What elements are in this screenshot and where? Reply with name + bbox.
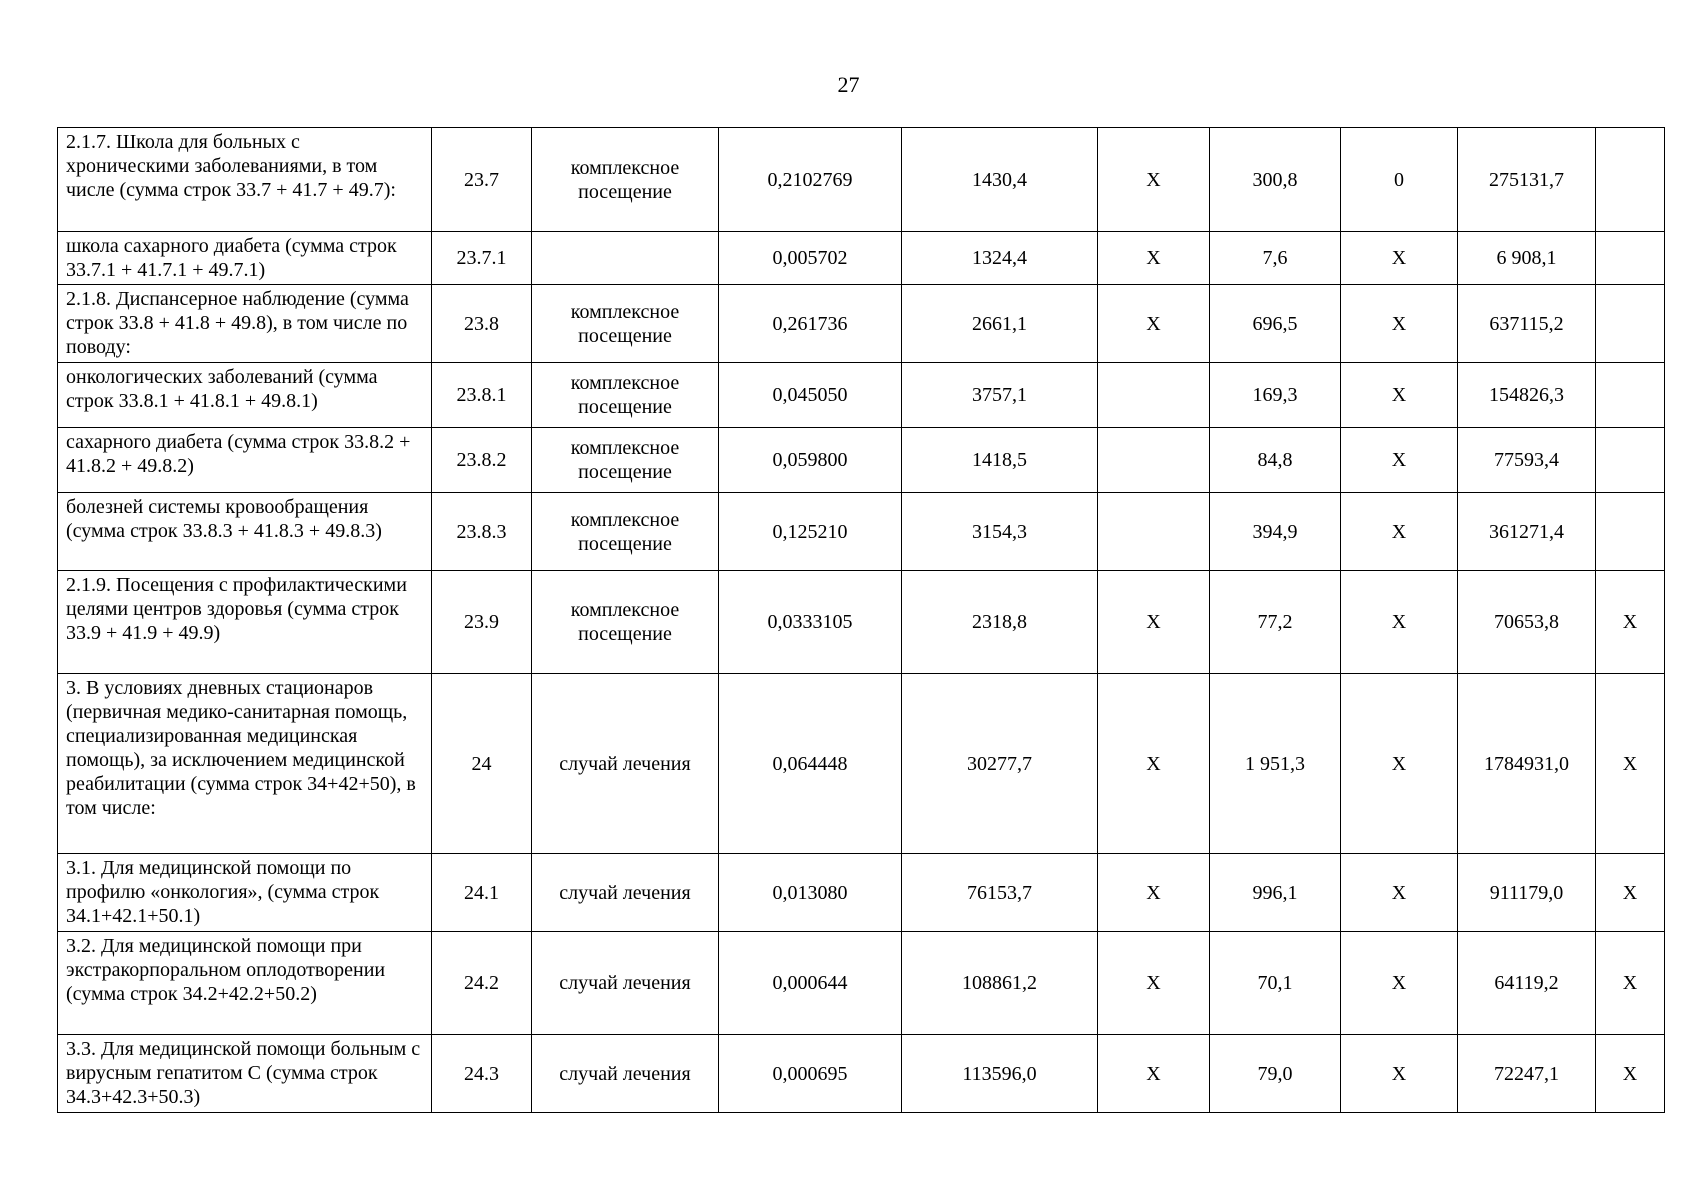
- norm-cell: 0,261736: [719, 285, 902, 363]
- row-number-cell: 23.9: [432, 571, 532, 674]
- unit-cell: комплексное посещение: [532, 285, 719, 363]
- value-cell: Х: [1341, 571, 1458, 674]
- norm-cell: 0,125210: [719, 493, 902, 571]
- row-number-cell: 24: [432, 674, 532, 854]
- unit-cell: комплексное посещение: [532, 128, 719, 232]
- norm-cell: 0,059800: [719, 428, 902, 493]
- value-cell: 996,1: [1210, 854, 1341, 932]
- value-cell: 637115,2: [1458, 285, 1596, 363]
- unit-cell: случай лечения: [532, 674, 719, 854]
- value-cell: [1596, 493, 1665, 571]
- norm-cell: 0,000695: [719, 1035, 902, 1113]
- page-number: 27: [837, 72, 860, 97]
- value-cell: [1098, 493, 1210, 571]
- value-cell: 77,2: [1210, 571, 1341, 674]
- cost-cell: 2661,1: [902, 285, 1098, 363]
- cost-cell: 2318,8: [902, 571, 1098, 674]
- value-cell: 6 908,1: [1458, 232, 1596, 285]
- norm-cell: 0,2102769: [719, 128, 902, 232]
- value-cell: [1596, 285, 1665, 363]
- row-number-cell: 23.7.1: [432, 232, 532, 285]
- norm-cell: 0,000644: [719, 932, 902, 1035]
- value-cell: 64119,2: [1458, 932, 1596, 1035]
- unit-cell: случай лечения: [532, 1035, 719, 1113]
- norm-cell: 0,013080: [719, 854, 902, 932]
- unit-cell: комплексное посещение: [532, 363, 719, 428]
- value-cell: 7,6: [1210, 232, 1341, 285]
- value-cell: [1098, 363, 1210, 428]
- table-row: [58, 428, 1665, 493]
- cost-cell: 113596,0: [902, 1035, 1098, 1113]
- row-number-cell: 24.3: [432, 1035, 532, 1113]
- cost-cell: 1430,4: [902, 128, 1098, 232]
- value-cell: Х: [1341, 932, 1458, 1035]
- financing-table: [57, 127, 1665, 1113]
- table-row: [58, 932, 1665, 1035]
- row-name-cell: 2.1.9. Посещения с профилактическими целями центров здоровья (сумма строк 33.9 + 41.9 + 49.9): [58, 571, 432, 674]
- row-name-cell: 3. В условиях дневных стационаров (первичная медико-санитарная помощь, специализированная медицинская помощь), за исключением медицинской реабилитации (сумма строк 34+42+50), в том числе:: [58, 674, 432, 854]
- value-cell: Х: [1596, 674, 1665, 854]
- row-name-cell: 2.1.7. Школа для больных с хроническими заболеваниями, в том числе (сумма строк 33.7 + 41.7 + 49.7):: [58, 128, 432, 232]
- table-row: [58, 232, 1665, 285]
- value-cell: 70,1: [1210, 932, 1341, 1035]
- value-cell: 696,5: [1210, 285, 1341, 363]
- unit-cell: комплексное посещение: [532, 571, 719, 674]
- value-cell: Х: [1341, 232, 1458, 285]
- value-cell: [1098, 428, 1210, 493]
- value-cell: Х: [1341, 363, 1458, 428]
- cost-cell: 1324,4: [902, 232, 1098, 285]
- cost-cell: 76153,7: [902, 854, 1098, 932]
- value-cell: Х: [1098, 285, 1210, 363]
- unit-cell: случай лечения: [532, 932, 719, 1035]
- row-number-cell: 24.1: [432, 854, 532, 932]
- row-name-cell: сахарного диабета (сумма строк 33.8.2 + 41.8.2 + 49.8.2): [58, 428, 432, 493]
- value-cell: Х: [1098, 674, 1210, 854]
- table-row: [58, 571, 1665, 674]
- value-cell: Х: [1098, 128, 1210, 232]
- value-cell: [1596, 363, 1665, 428]
- value-cell: 169,3: [1210, 363, 1341, 428]
- value-cell: 70653,8: [1458, 571, 1596, 674]
- table-row: [58, 363, 1665, 428]
- value-cell: 72247,1: [1458, 1035, 1596, 1113]
- unit-cell: комплексное посещение: [532, 493, 719, 571]
- table-row: [58, 285, 1665, 363]
- row-name-cell: 3.2. Для медицинской помощи при экстракорпоральном оплодотворении (сумма строк 34.2+42.2+50.2): [58, 932, 432, 1035]
- value-cell: [1596, 232, 1665, 285]
- value-cell: 275131,7: [1458, 128, 1596, 232]
- value-cell: Х: [1341, 285, 1458, 363]
- value-cell: Х: [1341, 493, 1458, 571]
- value-cell: Х: [1341, 428, 1458, 493]
- value-cell: 361271,4: [1458, 493, 1596, 571]
- row-name-cell: 3.3. Для медицинской помощи больным с вирусным гепатитом С (сумма строк 34.3+42.3+50.3): [58, 1035, 432, 1113]
- value-cell: Х: [1098, 571, 1210, 674]
- value-cell: Х: [1098, 854, 1210, 932]
- norm-cell: 0,005702: [719, 232, 902, 285]
- cost-cell: 3154,3: [902, 493, 1098, 571]
- table-row: [58, 674, 1665, 854]
- cost-cell: 30277,7: [902, 674, 1098, 854]
- value-cell: 154826,3: [1458, 363, 1596, 428]
- table-row: [58, 854, 1665, 932]
- cost-cell: 1418,5: [902, 428, 1098, 493]
- value-cell: Х: [1596, 854, 1665, 932]
- value-cell: 1784931,0: [1458, 674, 1596, 854]
- value-cell: Х: [1596, 571, 1665, 674]
- value-cell: 84,8: [1210, 428, 1341, 493]
- row-name-cell: онкологических заболеваний (сумма строк 33.8.1 + 41.8.1 + 49.8.1): [58, 363, 432, 428]
- row-number-cell: 23.8: [432, 285, 532, 363]
- row-number-cell: 23.8.2: [432, 428, 532, 493]
- unit-cell: комплексное посещение: [532, 428, 719, 493]
- value-cell: Х: [1596, 932, 1665, 1035]
- value-cell: 77593,4: [1458, 428, 1596, 493]
- norm-cell: 0,064448: [719, 674, 902, 854]
- value-cell: 0: [1341, 128, 1458, 232]
- table-row: [58, 493, 1665, 571]
- row-number-cell: 24.2: [432, 932, 532, 1035]
- unit-cell: [532, 232, 719, 285]
- row-number-cell: 23.8.3: [432, 493, 532, 571]
- cost-cell: 108861,2: [902, 932, 1098, 1035]
- value-cell: Х: [1341, 854, 1458, 932]
- row-name-cell: болезней системы кровообращения (сумма строк 33.8.3 + 41.8.3 + 49.8.3): [58, 493, 432, 571]
- value-cell: 394,9: [1210, 493, 1341, 571]
- value-cell: [1596, 428, 1665, 493]
- value-cell: Х: [1098, 1035, 1210, 1113]
- value-cell: 911179,0: [1458, 854, 1596, 932]
- value-cell: Х: [1098, 932, 1210, 1035]
- value-cell: 79,0: [1210, 1035, 1341, 1113]
- norm-cell: 0,0333105: [719, 571, 902, 674]
- row-name-cell: школа сахарного диабета (сумма строк 33.7.1 + 41.7.1 + 49.7.1): [58, 232, 432, 285]
- table-row: [58, 128, 1665, 232]
- row-number-cell: 23.8.1: [432, 363, 532, 428]
- row-name-cell: 2.1.8. Диспансерное наблюдение (сумма строк 33.8 + 41.8 + 49.8), в том числе по поводу:: [58, 285, 432, 363]
- value-cell: Х: [1341, 674, 1458, 854]
- row-number-cell: 23.7: [432, 128, 532, 232]
- value-cell: [1596, 128, 1665, 232]
- table-row: [58, 1035, 1665, 1113]
- row-name-cell: 3.1. Для медицинской помощи по профилю «онкология», (сумма строк 34.1+42.1+50.1): [58, 854, 432, 932]
- value-cell: Х: [1341, 1035, 1458, 1113]
- value-cell: Х: [1596, 1035, 1665, 1113]
- norm-cell: 0,045050: [719, 363, 902, 428]
- value-cell: Х: [1098, 232, 1210, 285]
- value-cell: 300,8: [1210, 128, 1341, 232]
- cost-cell: 3757,1: [902, 363, 1098, 428]
- value-cell: 1 951,3: [1210, 674, 1341, 854]
- unit-cell: случай лечения: [532, 854, 719, 932]
